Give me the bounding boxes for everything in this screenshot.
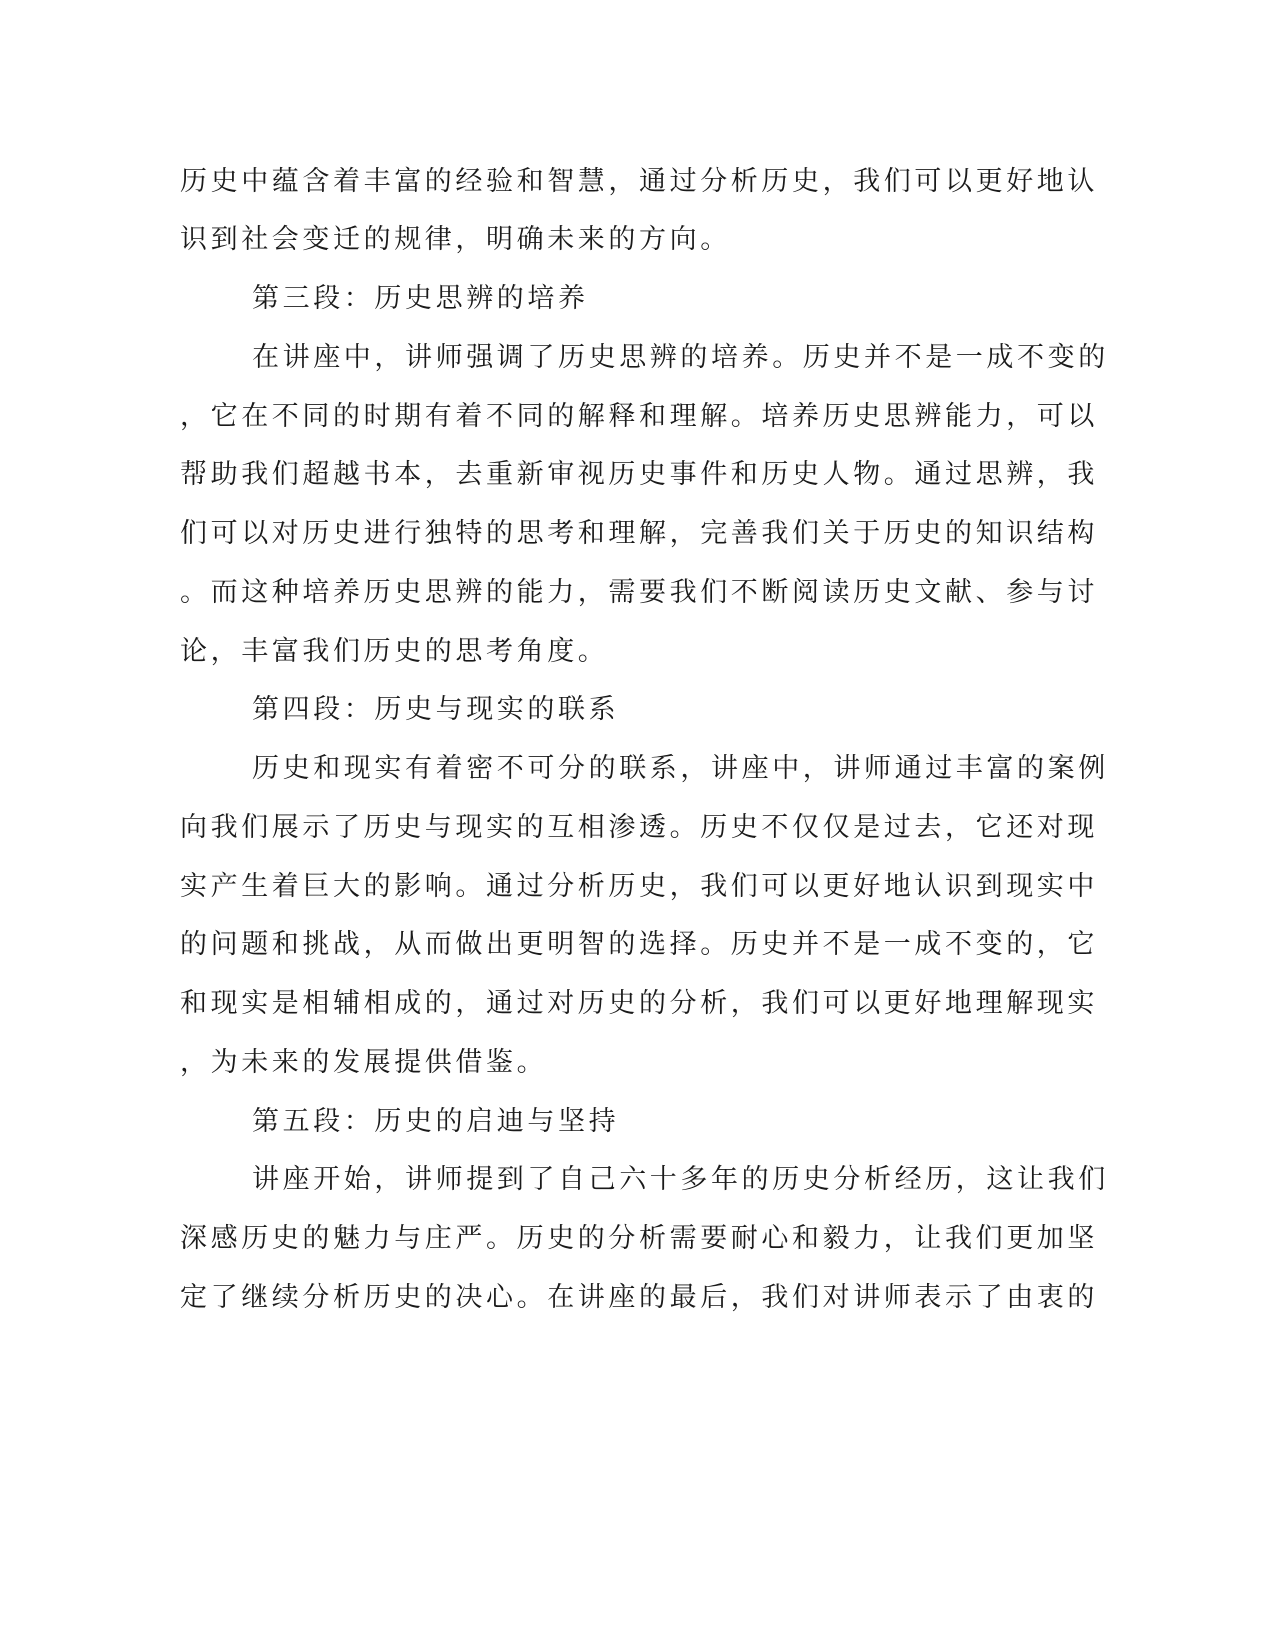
text-line: 定了继续分析历史的决心。在讲座的最后，我们对讲师表示了由衷的 [180, 1282, 1098, 1313]
text-line: 实产生着巨大的影响。通过分析历史，我们可以更好地认识到现实中 [180, 871, 1098, 902]
text-line: 深感历史的魅力与庄严。历史的分析需要耐心和毅力，让我们更加坚 [180, 1223, 1098, 1254]
text-line: ，它在不同的时期有着不同的解释和理解。培养历史思辨能力，可以 [180, 401, 1098, 432]
section-heading-4: 第四段：历史与现实的联系 [252, 694, 620, 725]
text-line: 的问题和挑战，从而做出更明智的选择。历史并不是一成不变的，它 [180, 929, 1098, 960]
section-heading-5: 第五段：历史的启迪与坚持 [252, 1106, 620, 1137]
section-heading-3: 第三段：历史思辨的培养 [252, 283, 589, 314]
text-line: 历史中蕴含着丰富的经验和智慧，通过分析历史，我们可以更好地认 [180, 166, 1098, 197]
text-line: ，为未来的发展提供借鉴。 [180, 1047, 548, 1078]
text-line: 在讲座中，讲师强调了历史思辨的培养。历史并不是一成不变的 [252, 342, 1109, 373]
text-line: 和现实是相辅相成的，通过对历史的分析，我们可以更好地理解现实 [180, 988, 1098, 1019]
text-line: 历史和现实有着密不可分的联系，讲座中，讲师通过丰富的案例 [252, 753, 1109, 784]
text-line: 帮助我们超越书本，去重新审视历史事件和历史人物。通过思辨，我 [180, 459, 1098, 490]
text-line: 识到社会变迁的规律，明确未来的方向。 [180, 224, 731, 255]
text-line: 论，丰富我们历史的思考角度。 [180, 636, 609, 667]
text-line: 向我们展示了历史与现实的互相渗透。历史不仅仅是过去，它还对现 [180, 812, 1098, 843]
text-line: 们可以对历史进行独特的思考和理解，完善我们关于历史的知识结构 [180, 518, 1098, 549]
text-line: 。而这种培养历史思辨的能力，需要我们不断阅读历史文献、参与讨 [180, 577, 1098, 608]
text-line: 讲座开始，讲师提到了自己六十多年的历史分析经历，这让我们 [252, 1164, 1109, 1195]
